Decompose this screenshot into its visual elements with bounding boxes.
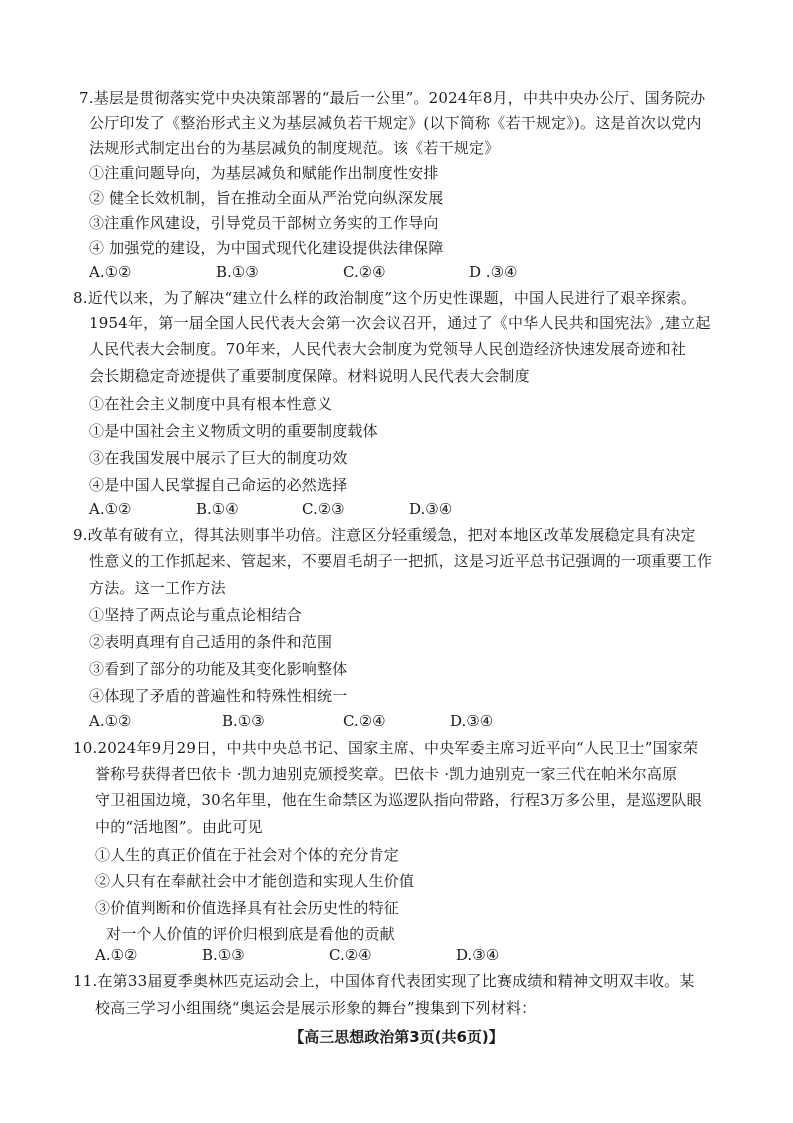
q7-stem-line-3: 法规形式制定出台的为基层减负的制度规范。该《若干规定》 (89, 139, 500, 157)
q10-statement-3: ③价值判断和价值选择具有社会历史性的特征 (95, 899, 400, 917)
q11-stem-line-1: 11.在第33届夏季奥林匹克运动会上，中国体育代表团实现了比赛成绩和精神文明双丰收。某 (73, 972, 695, 990)
q7-statement-2: ② 健全长效机制，旨在推动全面从严治党向纵深发展 (89, 189, 444, 207)
q9-statement-3: ③看到了部分的功能及其变化影响整体 (89, 660, 348, 678)
q8-statement-2: ①是中国社会主义物质文明的重要制度载体 (89, 422, 378, 440)
q10-stem-line-2: 誉称号获得者巴依卡 ·凯力迪别克颁授奖章。巴依卡 ·凯力迪别克一家三代在帕米尔高原 (95, 765, 678, 783)
q8-stem-line-1: 8.近代以来，为了解决“建立什么样的政治制度”这个历史性课题，中国人民进行了艰辛探索。 (73, 289, 697, 307)
q7-stem-line-1: 7.基层是贯彻落实党中央决策部署的“最后一公里”。2024年8月，中共中央办公厅、国务院办 (79, 89, 706, 107)
q9-statement-2: ②表明真理有自己适用的条件和范围 (89, 633, 333, 651)
q10-statement-1: ①人生的真正价值在于社会对个体的充分肯定 (95, 846, 400, 864)
q7-statement-1: ①注重问题导向，为基层减负和赋能作出制度性安排 (89, 164, 439, 182)
q8-option-b: B.①④ (196, 500, 239, 518)
q10-option-a: A.①② (95, 946, 138, 964)
q8-option-c: C.②③ (302, 500, 345, 518)
q9-statement-1: ①坚持了两点论与重点论相结合 (89, 606, 302, 624)
q8-option-a: A.①② (89, 500, 132, 518)
q7-statement-3: ③注重作风建设，引导党员干部树立务实的工作导向 (89, 214, 439, 232)
q10-option-b: B.①③ (202, 946, 245, 964)
q8-statement-1: ①在社会主义制度中具有根本性意义 (89, 395, 333, 413)
q10-option-d: D.③④ (456, 946, 500, 964)
q9-statement-4: ④体现了矛盾的普遍性和特殊性相统一 (89, 687, 348, 705)
q7-option-d: D .③④ (469, 263, 518, 281)
q8-stem-line-2: 1954年，第一届全国人民代表大会第一次会议召开，通过了《中华人民共和国宪法》,建立起 (89, 314, 711, 332)
q7-option-a: A.①② (89, 263, 132, 281)
q10-stem-line-1: 10.2024年9月29日，中共中央总书记、国家主席、中央军委主席习近平向“人民卫士”国家荣 (73, 739, 699, 757)
q10-statement-2: ②人只有在奉献社会中才能创造和实现人生价值 (95, 872, 415, 890)
q8-stem-line-4: 会长期稳定奇迹提供了重要制度保障。材料说明人民代表大会制度 (89, 367, 530, 385)
page-footer: 【高三思想政治第3页(共6页)】 (289, 1028, 504, 1046)
q9-option-a: A.①② (89, 712, 132, 730)
q9-stem-line-1: 9.改革有破有立，得其法则事半功倍。注意区分轻重缓急，把对本地区改革发展稳定具有决定 (73, 526, 696, 544)
q8-stem-line-3: 人民代表大会制度。70年来，人民代表大会制度为党领导人民创造经济快速发展奇迹和社 (89, 340, 687, 358)
q9-stem-line-2: 性意义的工作抓起来、管起来，不要眉毛胡子一把抓，这是习近平总书记强调的一项重要工作 (89, 552, 713, 570)
q8-statement-4: ④是中国人民掌握自己命运的必然选择 (89, 476, 348, 494)
q10-stem-line-4: 中的“活地图”。由此可见 (95, 818, 263, 836)
q11-stem-line-2: 校高三学习小组围绕“奥运会是展示形象的舞台”搜集到下列材料： (95, 999, 537, 1017)
q9-option-b: B.①③ (222, 712, 265, 730)
q10-statement-4: 对一个人价值的评价归根到底是看他的贡献 (106, 925, 395, 943)
q9-option-c: C.②④ (343, 712, 386, 730)
q7-option-c: C.②④ (343, 263, 386, 281)
q7-option-b: B.①③ (216, 263, 259, 281)
q9-option-d: D.③④ (450, 712, 494, 730)
q10-stem-line-3: 守卫祖国边境，30名年里，他在生命禁区为巡逻队指向带路，行程3万多公里，是巡逻队眼 (95, 791, 702, 809)
q8-statement-3: ③在我国发展中展示了巨大的制度功效 (89, 449, 348, 467)
q9-stem-line-3: 方法。这一工作方法 (89, 579, 226, 597)
q7-statement-4: ④ 加强党的建设，为中国式现代化建设提供法律保障 (89, 239, 444, 257)
q8-option-d: D.③④ (409, 500, 453, 518)
q10-option-c: C.②④ (329, 946, 372, 964)
q7-stem-line-2: 公厅印发了《整治形式主义为基层减负若干规定》(以下简称《若干规定》)。这是首次以党内 (89, 114, 702, 132)
